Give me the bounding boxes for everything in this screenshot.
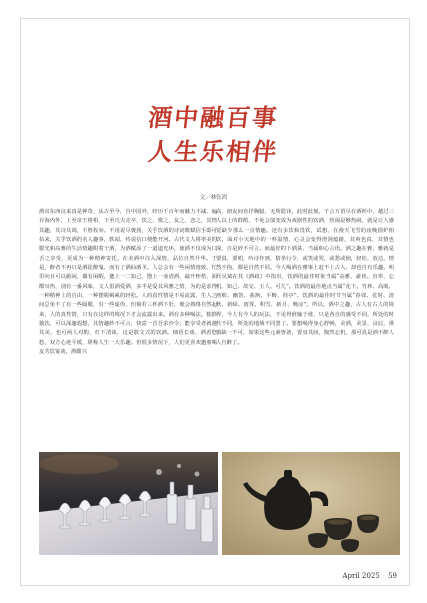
page-number: 59 [388,572,397,580]
photo-wine-glasses-row [39,452,218,555]
wine-glasses-illustration [39,452,218,555]
article-column-right: 高，朋友间直抒胸臆，无所隐讳，此时此刻，千言万语尽在酒杯中。越过三人以上的群酌，不免会演变成为戏剧性的饮酒，热闹是够热闹，就是让人感觉缺少那么一点情趣。还有多饮和畏饮，试想，在漫天飞雪的夜晚围炉相饮，面对小天地中的一杯温情，心灵会变得澄洞蕴藉，其爽也真，其情也深，自是妙不可言。而最好的下酒菜，当属和心言语。酒之趣在雅，雅就是要说，要唱，吟诗作画，猜拳行令，或笑或哭，或愁或恼，轻松，放达，情然不拘，都是自然不同。今人喝酒在雅事上赶不上古人，却也自有乐趣。明代吴斌在其《酒政》中指出，饮酒的最佳时象当属“高雅、豪侠、直率、忘机、知己、故交、玉人、可儿”。饮酒的最佳地点当属“花下、竹林、高阁、画舫、幽馆、曲涧、平畴、荷亭”。饮酒的最佳时节当属“春郊、花时、清秋、新绿、雨霁、积雪、新月、晚凉”。所以，酒中之趣，古人有古人的境界，今人有今人的玩法，不见得谁输于谁，只是各自的感受不同，所处的时代不同，所处的地域不同罢了。要想喝得身心舒畅，美酒，美景，良辰，谨慎缺一不可，如果这些元素皆备，置身其间，陶然忘机，那可真是酒不醉人人自醉了。 [216,209,394,346]
photo-bronze-wine-vessels [222,452,400,555]
article-title-line-1: 酒中融百事 [146,103,280,132]
wine-vessels-illustration [222,452,400,555]
issue-month: April 2025 [342,572,380,580]
page-footer [336,572,397,580]
article-title-line-2: 人生乐相伴 [146,137,280,166]
article-column-left: 酒出东西这来真是神奇，从古至今，自中国外，经历千百年而魅力不减，遍存海内外，上至帝王将相，下至凡夫走卒，饮之，歌之，友之，恋之，其情其趣，其诗其调，不胜枚举。不用说尽褒扬，关乎饮酒的诗词歌赋信手即可拈来，关乎饮酒的名人趣事，轶闻、传说信口便能开河。古代文人将率美的膨光和高雅的生活情趣附着于酒，为酒赋添了一道道光环，使酒不仅成为口舌之享受，更成为一种精神寄托。在美酒中注入深情，品位自然升华。于是，醉者不再只是酒徒醉鬼，而有了酒仙酒圣。人总会有一些闲情逸致，忙里向且可以偷闲，偶有闲暇，邀上一二知己，摆上一壶清酒，敲开桎梏，面酣耳热，别有一番风味，文人倡酒爱酒，多半是爱其风雅之情，为的是求得一种精神上的自由，一种摆脱羁累的轻松。人的真性情是不易流露，生人之间总免不了有一些隔膜，有一些虚伪，但倘若三杯酒下肚，便会熟络自然起来，人的真性情，只有在这样的境况下才会流露出来。酒有多种喝法。独斟独饮，可以深邃遐想，其情趣妙不可言，快意一首吾求沙令；能享受者就越其美，也可两人对酌，灯下清谈，这是散文式的饮酒。细语长谈，酒香悠悠，双方心迹平缓，堪称人生一大乐趣。但很多情况下，人们更喜欢邀朋喝友共饮宴谈，酒酣兴 [39,209,217,356]
author-byline: 文／林钰鸿 [199,195,228,201]
